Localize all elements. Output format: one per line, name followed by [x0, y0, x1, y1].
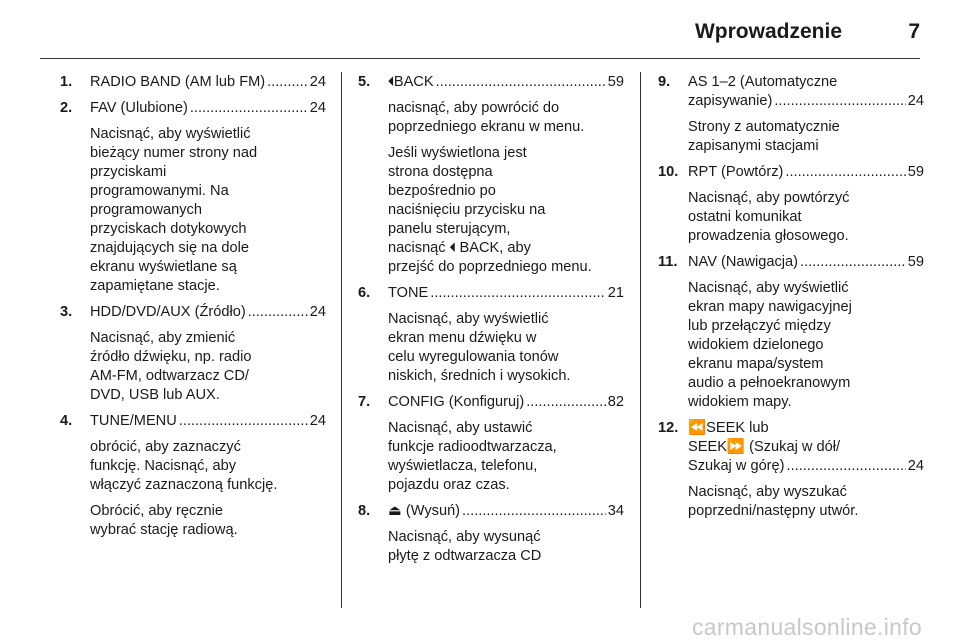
item-heading — [688, 253, 924, 272]
item-page-ref: 24 — [309, 413, 326, 429]
item-number: 10. — [658, 164, 679, 180]
column-1 — [60, 73, 326, 547]
page-header — [0, 14, 960, 54]
dot-leader — [248, 303, 308, 322]
list-item — [658, 163, 924, 246]
list-item — [60, 412, 326, 540]
list-item — [658, 73, 924, 156]
item-label: RADIO BAND (AM lub FM) — [90, 74, 266, 90]
item-heading — [90, 73, 326, 92]
list-item — [60, 99, 326, 296]
item-label: NAV (Nawigacja) — [688, 254, 799, 270]
column-divider — [640, 72, 641, 608]
item-number: 6. — [358, 285, 371, 301]
item-description: Nacisnąć, aby wyświetlić bieżący numer strony nad przyciskami programowanymi. Na programowanych przyciskach dotykowych znajdujących się na dole ekranu wyświetlane są zapamiętane stacje. — [90, 126, 258, 294]
item-number: 8. — [358, 503, 371, 519]
item-label-lines: AS 1–2 (Automatyczne — [688, 74, 838, 90]
dot-leader — [800, 253, 906, 272]
item-label-lines: ⏪SEEK lub SEEK⏩ (Szukaj w dół/ — [688, 420, 841, 455]
item-heading — [388, 502, 624, 521]
list-item — [658, 419, 924, 521]
item-label: TUNE/MENU — [90, 413, 177, 429]
dot-leader — [785, 163, 905, 182]
button-symbol-icon: ⏏ — [388, 503, 402, 519]
item-description: Nacisnąć, aby wyświetlić ekran menu dźwięku w celu wyregulowania tonów niskich, średnich i wysokich. — [388, 311, 571, 384]
item-label-group — [90, 303, 246, 322]
dot-leader — [190, 99, 308, 118]
item-label: BACK — [393, 74, 434, 90]
item-label: FAV (Ulubione) — [90, 100, 188, 116]
item-heading — [688, 457, 924, 476]
item-number: 5. — [358, 74, 371, 90]
item-label-group — [688, 457, 785, 476]
item-label-group — [688, 253, 798, 272]
column-divider — [341, 72, 342, 608]
list-item — [60, 73, 326, 92]
item-page-ref: 24 — [309, 74, 326, 90]
item-page-ref: 59 — [607, 74, 624, 90]
item-heading — [388, 393, 624, 412]
item-label: TONE — [388, 285, 429, 301]
button-symbol-icon: 🞀 — [388, 74, 394, 90]
item-number: 7. — [358, 394, 371, 410]
item-label-group — [90, 412, 177, 431]
dot-leader — [430, 284, 605, 303]
item-number: 2. — [60, 100, 73, 116]
dot-leader — [179, 412, 308, 431]
item-heading — [90, 303, 326, 322]
item-description: nacisnąć, aby powrócić do poprzedniego ekranu w menu. — [388, 100, 585, 135]
dot-leader — [526, 393, 606, 412]
item-label-group — [388, 284, 428, 303]
item-label: HDD/DVD/AUX (Źródło) — [90, 304, 246, 320]
dot-leader — [787, 457, 906, 476]
item-label-group — [388, 502, 460, 521]
list-item — [658, 253, 924, 412]
item-description: Nacisnąć, aby zmienić źródło dźwięku, np. radio AM-FM, odtwarzacz CD/ DVD, USB lub AUX. — [90, 330, 252, 403]
item-page-ref: 34 — [607, 503, 624, 519]
item-number: 11. — [658, 254, 678, 270]
item-label-group — [90, 99, 188, 118]
item-label-group — [90, 73, 265, 92]
dot-leader — [774, 92, 905, 111]
list-item — [358, 502, 624, 566]
item-page-ref: 24 — [907, 93, 924, 109]
item-number: 3. — [60, 304, 73, 320]
item-heading — [90, 412, 326, 431]
item-description: Nacisnąć, aby wysunąć płytę z odtwarzacza CD — [388, 529, 542, 564]
list-item — [358, 284, 624, 386]
item-page-ref: 59 — [907, 164, 924, 180]
item-heading — [688, 92, 924, 111]
item-page-ref: 24 — [907, 458, 924, 474]
item-label-group — [688, 92, 772, 111]
page-title: Wprowadzenie — [694, 20, 842, 43]
item-label: RPT (Powtórz) — [688, 164, 784, 180]
column-2 — [358, 73, 624, 573]
item-description: Obrócić, aby ręcznie wybrać stację radiową. — [90, 503, 238, 538]
item-page-ref: 82 — [607, 394, 624, 410]
item-description: Nacisnąć, aby wyszukać poprzedni/następny utwór. — [688, 484, 859, 519]
item-label: CONFIG (Konfiguruj) — [388, 394, 525, 410]
item-description: Nacisnąć, aby powtórzyć ostatni komunikat prowadzenia głosowego. — [688, 190, 850, 244]
item-label: zapisywanie) — [688, 93, 773, 109]
item-page-ref: 21 — [607, 285, 624, 301]
item-page-ref: 24 — [309, 304, 326, 320]
column-3 — [658, 73, 924, 528]
dot-leader — [462, 502, 606, 521]
list-item — [60, 303, 326, 405]
page-number: 7 — [908, 20, 920, 43]
item-label-group — [388, 73, 434, 92]
item-heading — [688, 163, 924, 182]
dot-leader — [267, 73, 308, 92]
item-description: obrócić, aby zaznaczyć funkcję. Nacisnąć, aby włączyć zaznaczoną funkcję. — [90, 439, 278, 493]
item-label: Szukaj w górę) — [688, 458, 785, 474]
item-number: 9. — [658, 74, 671, 90]
item-description: Nacisnąć, aby ustawić funkcje radioodtwarzacza, wyświetlacza, telefonu, pojazdu oraz czas. — [388, 420, 557, 493]
item-heading — [90, 99, 326, 118]
item-label-group — [388, 393, 524, 412]
list-item — [358, 393, 624, 495]
item-page-ref: 59 — [907, 254, 924, 270]
watermark: carmanualsonline.info — [691, 614, 922, 640]
item-heading — [388, 73, 624, 92]
item-heading — [388, 284, 624, 303]
item-number: 12. — [658, 420, 679, 436]
item-description: Jeśli wyświetlona jest strona dostępna bezpośrednio po naciśnięciu przycisku na panelu sterującym, nacisnąć 🞀 BACK, aby przejść do poprzedniego menu. — [388, 145, 592, 275]
item-description: Nacisnąć, aby wyświetlić ekran mapy nawigacyjnej lub przełączyć między widokiem dzielonego ekranu mapa/system audio a pełnoekranowym widokiem mapy. — [688, 280, 852, 410]
item-label-group — [688, 163, 783, 182]
item-label: (Wysuń) — [401, 503, 461, 519]
item-page-ref: 24 — [309, 100, 326, 116]
list-item — [358, 73, 624, 277]
dot-leader — [436, 73, 606, 92]
item-description: Strony z automatycznie zapisanymi stacjami — [688, 119, 840, 154]
item-number: 4. — [60, 413, 73, 429]
header-rule — [40, 58, 920, 59]
item-number: 1. — [60, 74, 73, 90]
